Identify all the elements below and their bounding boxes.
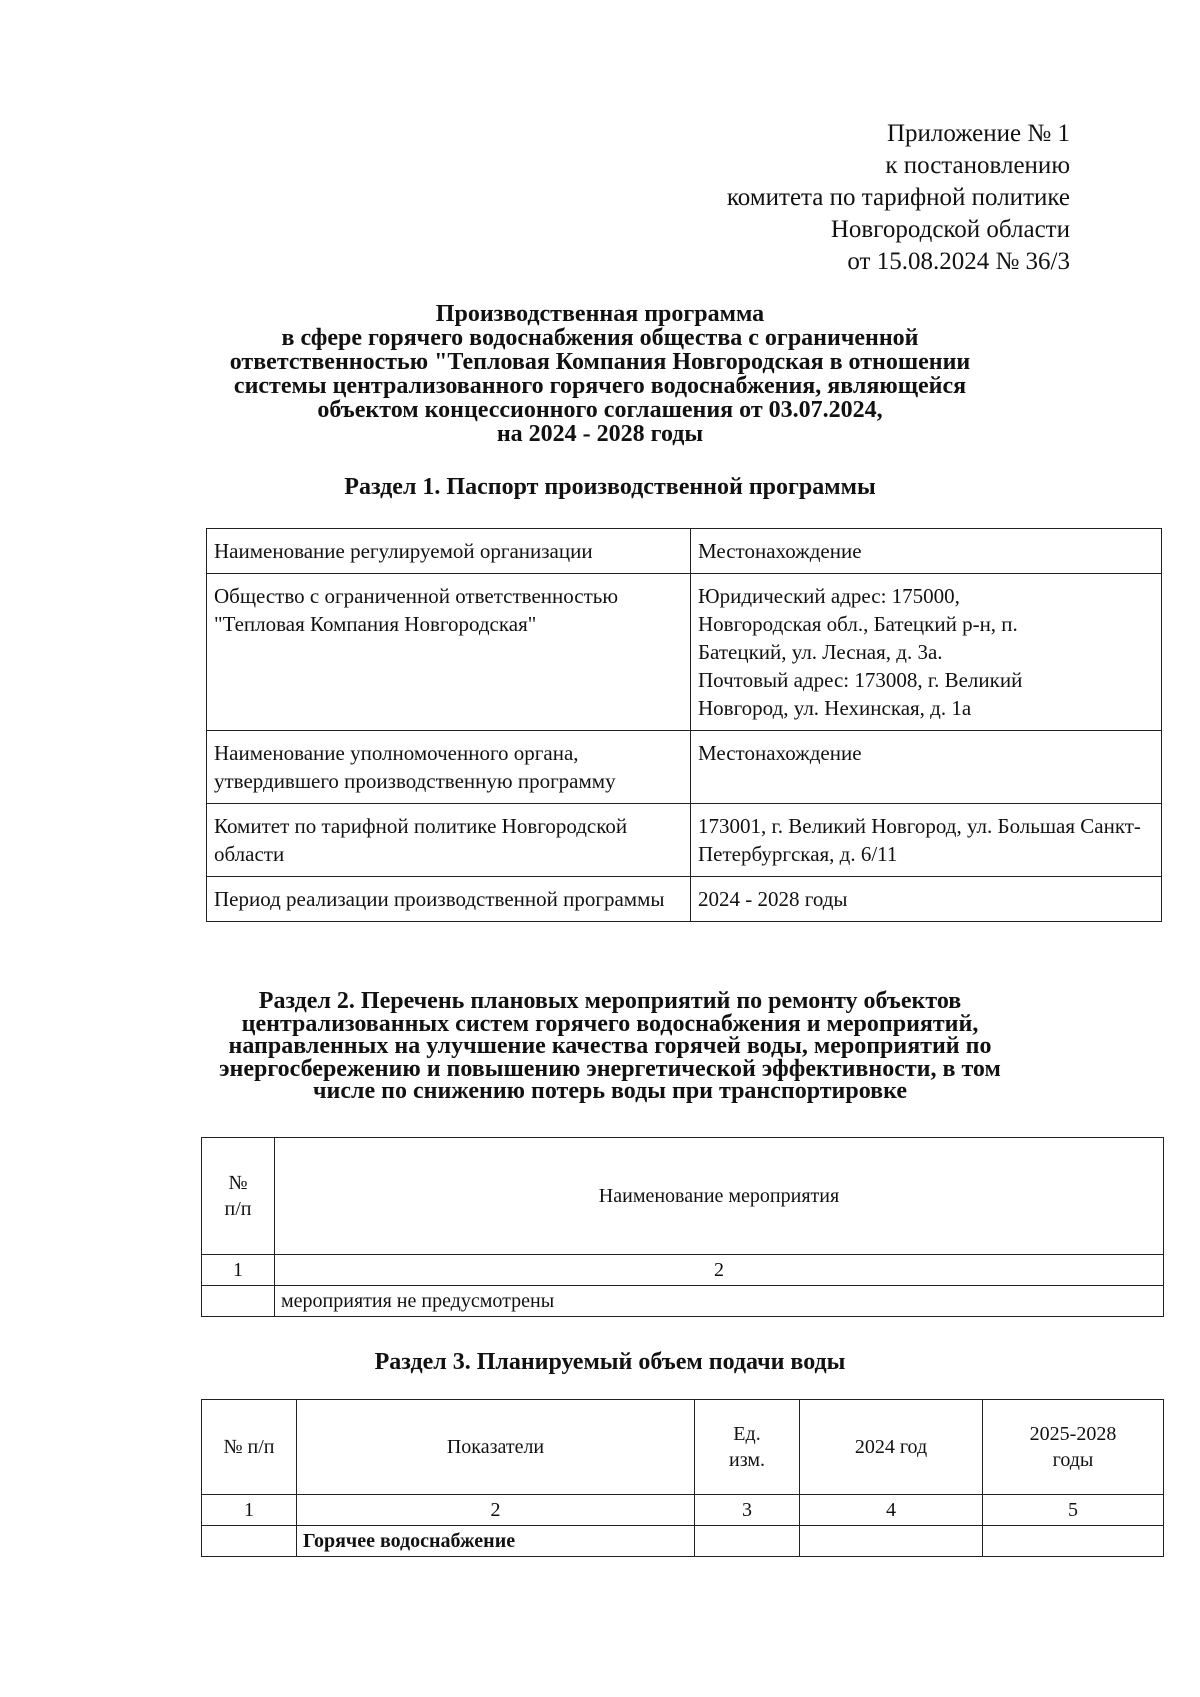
header-text: изм. bbox=[729, 1449, 765, 1471]
address-line: Новгород, ул. Нехинская, д. 1а bbox=[698, 696, 972, 720]
table-cell: Горячее водоснабжение bbox=[297, 1526, 695, 1557]
table-row bbox=[202, 1526, 1164, 1557]
title-line: числе по снижению потерь воды при транспортировке bbox=[313, 1078, 907, 1104]
header-cell bbox=[983, 1400, 1164, 1495]
table-row bbox=[202, 1495, 1164, 1526]
title-line: в сфере горячего водоснабжения общества с ограниченной bbox=[281, 325, 919, 351]
table-cell: 2024 - 2028 годы bbox=[691, 877, 1162, 922]
header-cell: № п/п bbox=[202, 1400, 297, 1495]
passport-table bbox=[206, 528, 1162, 922]
table-row bbox=[207, 731, 1162, 804]
table-cell: Общество с ограниченной ответственностью "Тепловая Компания Новгородская" bbox=[207, 574, 691, 731]
address-line: Новгородская обл., Батецкий р-н, п. bbox=[698, 612, 1018, 636]
table-row bbox=[207, 529, 1162, 574]
appendix-line: комитета по тарифной политике bbox=[726, 184, 1070, 211]
table-cell bbox=[202, 1526, 297, 1557]
table-row bbox=[207, 574, 1162, 731]
table-cell bbox=[800, 1526, 983, 1557]
document-title bbox=[160, 302, 1040, 446]
index-cell: 5 bbox=[983, 1495, 1164, 1526]
address-line: Батецкий, ул. Лесная, д. 3а. bbox=[698, 640, 943, 664]
appendix-line: от 15.08.2024 № 36/3 bbox=[847, 248, 1070, 275]
table-cell: 173001, г. Великий Новгород, ул. Большая Санкт-Петербургская, д. 6/11 bbox=[691, 804, 1162, 877]
table-row bbox=[202, 1286, 1164, 1317]
section2-title bbox=[170, 990, 1050, 1103]
section3-title: Раздел 3. Планируемый объем подачи воды bbox=[374, 1349, 846, 1375]
table-cell: Местонахождение bbox=[691, 529, 1162, 574]
index-cell: 2 bbox=[275, 1255, 1164, 1286]
table-cell: Период реализации производственной программы bbox=[207, 877, 691, 922]
water-supply-table bbox=[201, 1399, 1164, 1557]
index-cell: 2 bbox=[297, 1495, 695, 1526]
table-cell bbox=[695, 1526, 800, 1557]
header-text: годы bbox=[1052, 1449, 1094, 1471]
table-header-row bbox=[202, 1400, 1164, 1495]
header-text: п/п bbox=[224, 1198, 252, 1220]
index-cell: 3 bbox=[695, 1495, 800, 1526]
table-cell: мероприятия не предусмотрены bbox=[275, 1286, 1164, 1317]
title-line: Производственная программа bbox=[435, 301, 765, 327]
title-line: энергосбережению и повышению энергетической эффективности, в том bbox=[219, 1055, 1001, 1082]
header-cell bbox=[695, 1400, 800, 1495]
table-row bbox=[207, 804, 1162, 877]
index-cell: 4 bbox=[800, 1495, 983, 1526]
appendix-header bbox=[727, 118, 1070, 278]
table-cell bbox=[691, 574, 1162, 731]
header-text: № bbox=[228, 1172, 248, 1194]
title-line: системы централизованного горячего водоснабжения, являющейся bbox=[233, 373, 967, 399]
appendix-line: Новгородской области bbox=[830, 216, 1070, 243]
header-cell-num bbox=[202, 1138, 275, 1255]
table-cell: Местонахождение bbox=[691, 731, 1162, 804]
table-cell: Наименование регулируемой организации bbox=[207, 529, 691, 574]
header-cell-name: Наименование мероприятия bbox=[275, 1138, 1164, 1255]
header-text: Ед. bbox=[733, 1423, 761, 1445]
address-line: Почтовый адрес: 173008, г. Великий bbox=[698, 668, 1023, 692]
title-line: на 2024 - 2028 годы bbox=[496, 421, 704, 447]
title-line: централизованных систем горячего водоснабжения и мероприятий, bbox=[241, 1010, 979, 1037]
header-text: 2025-2028 bbox=[1029, 1423, 1117, 1445]
table-cell: Комитет по тарифной политике Новгородской области bbox=[207, 804, 691, 877]
address-line: Юридический адрес: 175000, bbox=[698, 584, 960, 608]
title-line: направленных на улучшение качества горячей воды, мероприятий по bbox=[228, 1033, 992, 1059]
index-cell: 1 bbox=[202, 1255, 275, 1286]
title-line: объектом концессионного соглашения от 03.07.2024, bbox=[317, 397, 883, 423]
table-header-row bbox=[202, 1138, 1164, 1255]
table-row bbox=[207, 877, 1162, 922]
header-cell: 2024 год bbox=[800, 1400, 983, 1495]
section1-title: Раздел 1. Паспорт производственной программы bbox=[344, 474, 876, 500]
activities-table bbox=[201, 1137, 1164, 1317]
index-cell: 1 bbox=[202, 1495, 297, 1526]
appendix-line: к постановлению bbox=[885, 152, 1070, 179]
table-cell: Наименование уполномоченного органа, утвердившего производственную программу bbox=[207, 731, 691, 804]
appendix-line: Приложение № 1 bbox=[886, 120, 1070, 147]
title-line: Раздел 2. Перечень плановых мероприятий по ремонту объектов bbox=[258, 988, 962, 1014]
table-row bbox=[202, 1255, 1164, 1286]
table-cell bbox=[983, 1526, 1164, 1557]
title-line: ответственностью "Тепловая Компания Новгородская в отношении bbox=[229, 349, 971, 375]
header-cell: Показатели bbox=[297, 1400, 695, 1495]
table-cell bbox=[202, 1286, 275, 1317]
